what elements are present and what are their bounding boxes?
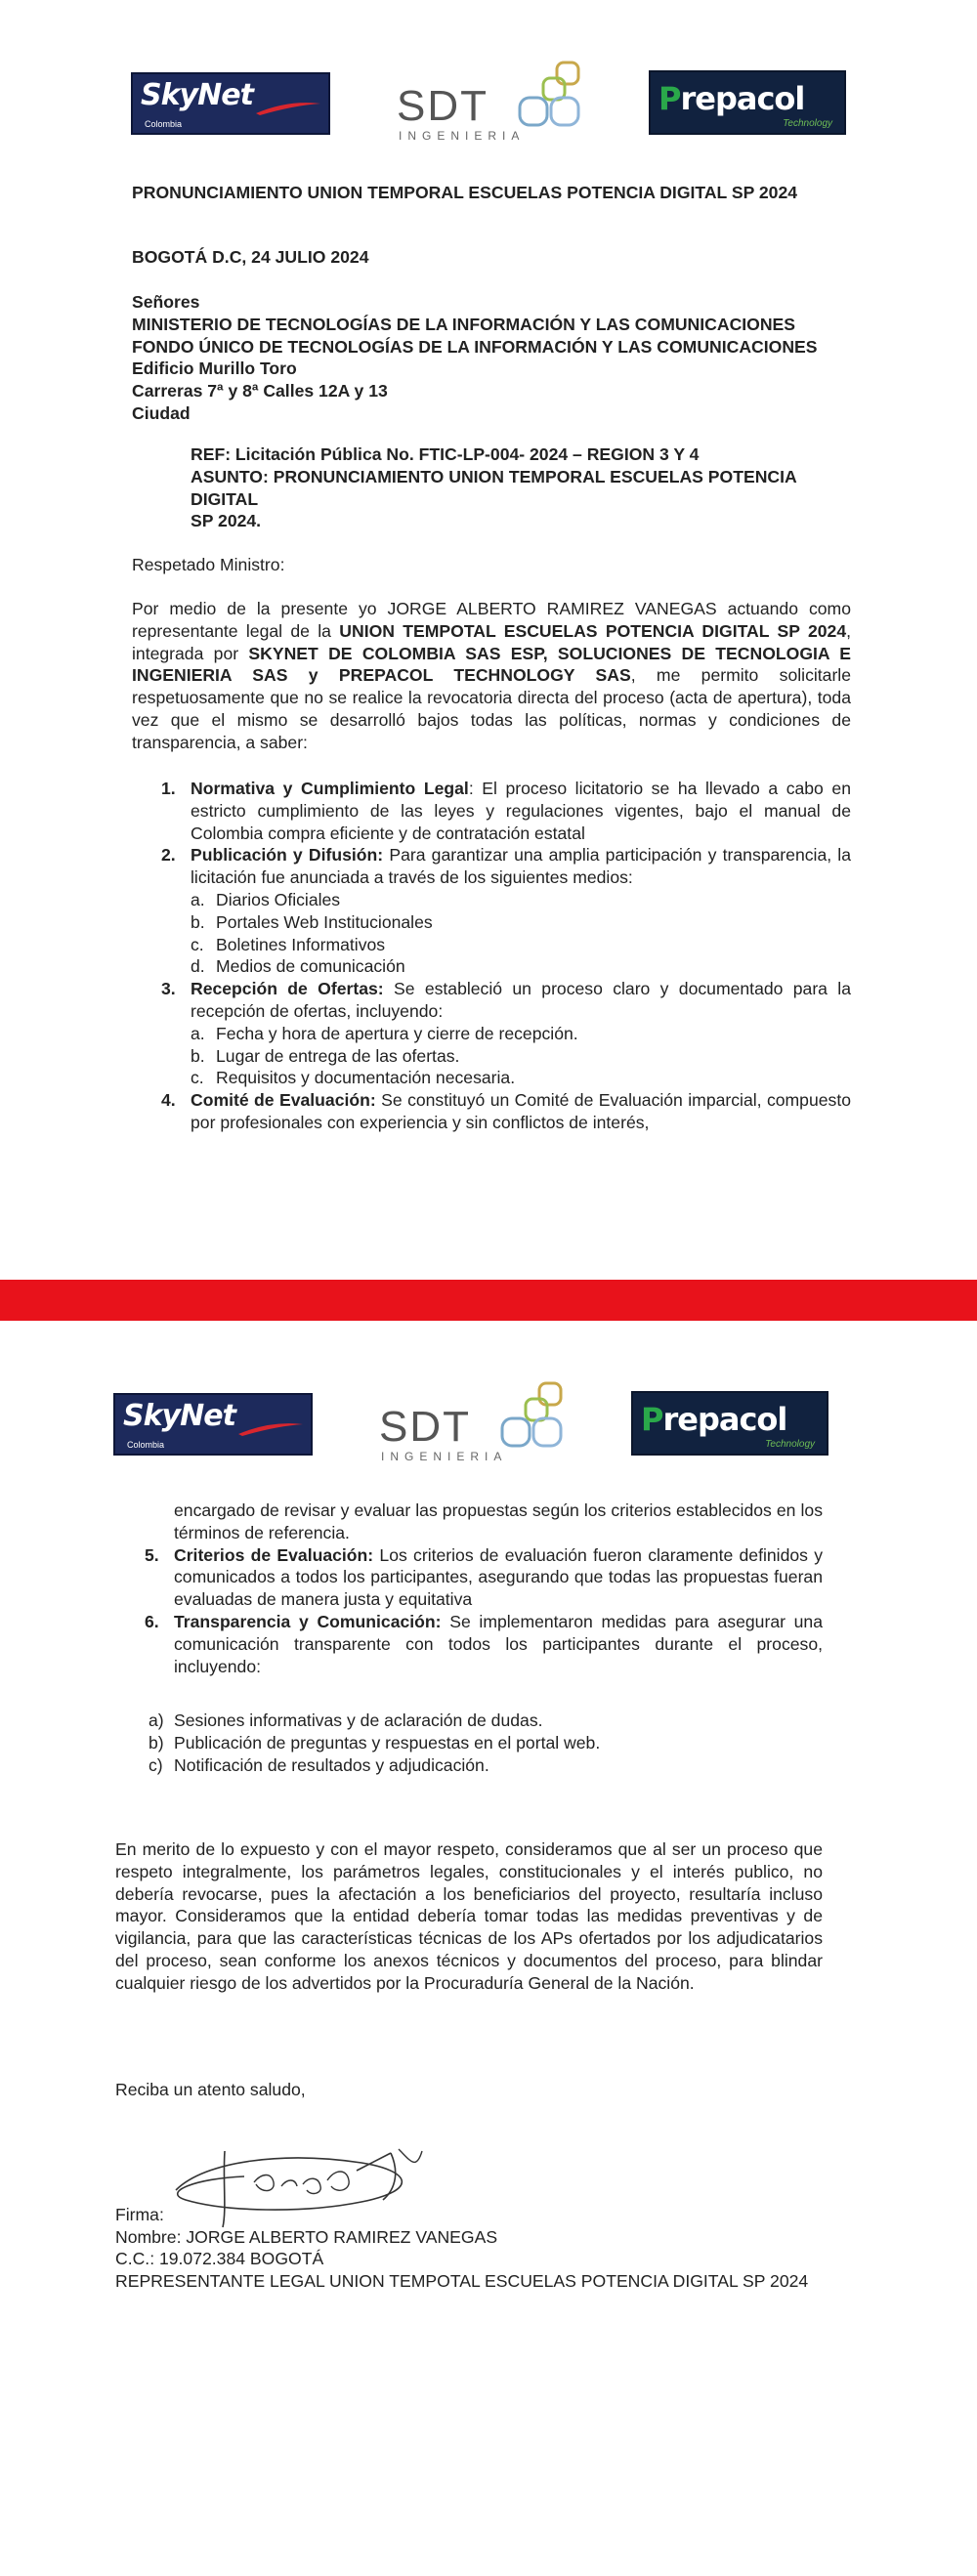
item-title: Comité de Evaluación: xyxy=(191,1090,376,1111)
signature-label: Firma: xyxy=(115,2205,164,2224)
criteria-list xyxy=(161,778,852,1134)
sub-item-text: Fecha y hora de apertura y cierre de recepción. xyxy=(216,1023,578,1043)
item-title: Publicación y Difusión: xyxy=(191,845,384,866)
sub-item-text: Boletines Informativos xyxy=(216,934,386,954)
item-number: 3. xyxy=(161,979,176,999)
sub-item-text: Notificación de resultados y adjudicación. xyxy=(174,1754,489,1775)
document-page-1 xyxy=(0,0,977,1280)
list-item xyxy=(161,844,851,978)
sdt-logo-word: SDT xyxy=(379,1403,471,1451)
intro-entity: UNION TEMPOTAL ESCUELAS POTENCIA DIGITAL SP 2024 xyxy=(339,620,847,641)
header-logos xyxy=(131,61,848,143)
skynet-logo xyxy=(113,1393,313,1456)
sub-item-letter: a) xyxy=(149,1710,164,1730)
prepacol-logo xyxy=(649,70,846,135)
header-logos xyxy=(113,1381,830,1463)
sub-item xyxy=(149,1710,823,1732)
sub-item-text: Publicación de preguntas y respuestas en el portal web. xyxy=(174,1732,601,1753)
prepacol-logo-p: P xyxy=(658,80,681,117)
intro-text: , integrada por xyxy=(132,620,851,663)
sub-item-letter: b. xyxy=(191,911,205,932)
item-text: Se estableció un proceso claro y documentado para la recepción de ofertas, incluyendo: xyxy=(191,979,851,1021)
list-item xyxy=(161,978,851,1089)
sdt-logo-sub: INGENIERIA xyxy=(381,1450,508,1463)
sub-item-letter: c. xyxy=(191,1068,204,1088)
prepacol-logo-rest: repacol xyxy=(680,80,805,117)
recipient-block xyxy=(132,291,874,425)
prepacol-logo-word xyxy=(658,80,804,117)
intro-text: , me permito solicitarle respetuosamente que no se realice la revocatoria directa del proceso (acta de apertura), toda vez que el mismo se desarrolló bajos todas las políticas, normas y condiciones de transparencia, a saber: xyxy=(132,665,851,752)
sub-item-letter: a. xyxy=(191,889,205,909)
recipient-line: MINISTERIO DE TECNOLOGÍAS DE LA INFORMACIÓN Y LAS COMUNICACIONES xyxy=(132,314,796,334)
reference-block xyxy=(191,443,855,532)
prepacol-logo xyxy=(631,1391,828,1456)
sub-item xyxy=(191,1023,851,1045)
sdt-logo-word: SDT xyxy=(397,82,488,130)
sub-item xyxy=(191,889,851,911)
prepacol-logo-sub: Technology xyxy=(765,1439,815,1450)
recipient-line: Carreras 7ª y 8ª Calles 12A y 13 xyxy=(132,381,388,401)
sub-item-letter: c) xyxy=(149,1754,163,1775)
sub-list-6 xyxy=(149,1710,823,1776)
closing-paragraph: En merito de lo expuesto y con el mayor respeto, consideramos que al ser un proceso que respeto integralmente, los parámetros legales, constitucionales y el interés publico, no debería revocarse, pues la afectación a los beneficiarios del proyecto, resultaría incluso mayor. Consideramos que la entidad debería tomar todas las medidas preventivas y de vigilancia, para que las características técnicas de los APs ofertados por los adjudicatarios del proceso, sean conforme los anexos técnicos y documentos del proceso, para blindar cualquier riesgo de los advertidos por la Procuraduría General de la Nación. xyxy=(115,1839,823,1993)
item-text: Para garantizar una amplia participación y transparencia, la licitación fue anunciada a través de los siguientes medios: xyxy=(191,845,851,888)
list-item xyxy=(145,1611,823,1677)
intro-text: Por medio de la presente yo JORGE ALBERTO RAMIREZ VANEGAS actuando como representante legal de la xyxy=(132,599,851,641)
sub-item xyxy=(191,1045,851,1068)
sdt-logo xyxy=(379,1381,574,1463)
signer-role: REPRESENTANTE LEGAL UNION TEMPOTAL ESCUELAS POTENCIA DIGITAL SP 2024 xyxy=(115,2270,809,2291)
sub-item-letter: b) xyxy=(149,1732,164,1753)
signer-name: Nombre: JORGE ALBERTO RAMIREZ VANEGAS xyxy=(115,2226,498,2247)
sub-item-letter: a. xyxy=(191,1023,205,1043)
item-text: Se implementaron medidas para asegurar una comunicación transparente con todos los participantes durante el proceso, incluyendo: xyxy=(174,1611,823,1676)
recipient-line: FONDO ÚNICO DE TECNOLOGÍAS DE LA INFORMACIÓN Y LAS COMUNICACIONES xyxy=(132,336,818,357)
subject-line: ASUNTO: PRONUNCIAMIENTO UNION TEMPORAL ESCUELAS POTENCIA DIGITAL xyxy=(191,466,797,509)
salutation: Reciba un atento saludo, xyxy=(115,2080,306,2099)
item-title: Criterios de Evaluación: xyxy=(174,1544,374,1565)
recipient-line: Ciudad xyxy=(132,402,191,423)
sdt-logo-sub: INGENIERIA xyxy=(399,129,526,143)
item-text: Los criterios de evaluación fueron claramente definidos y comunicados a todos los participantes, asegurando que todas las propuestas fueran evaluadas de manera justa y equitativa xyxy=(174,1544,823,1610)
sub-item-letter: c. xyxy=(191,934,204,954)
item-number: 6. xyxy=(145,1611,159,1631)
skynet-logo-word: SkyNet xyxy=(141,78,253,112)
skynet-logo-sub: Colombia xyxy=(127,1440,165,1450)
sub-item xyxy=(191,911,851,934)
intro-paragraph xyxy=(132,598,851,754)
sub-item-letter: b. xyxy=(191,1045,205,1066)
item-title: Recepción de Ofertas: xyxy=(191,979,384,999)
item-text: Se constituyó un Comité de Evaluación imparcial, compuesto por profesionales con experiencia y sin conflictos de interés, xyxy=(191,1090,852,1132)
skynet-logo-sub: Colombia xyxy=(145,119,183,129)
sub-item xyxy=(191,955,851,978)
item-number: 1. xyxy=(161,779,176,798)
signature-block xyxy=(115,2204,897,2292)
prepacol-logo-word xyxy=(641,1401,786,1438)
reference-line: REF: Licitación Pública No. FTIC-LP-004- 2024 – REGION 3 Y 4 xyxy=(191,444,700,464)
list-item xyxy=(145,1544,823,1611)
item-number: 5. xyxy=(145,1544,159,1565)
subject-line-cont: SP 2024. xyxy=(191,511,262,531)
page-separator xyxy=(0,1280,977,1321)
skynet-logo xyxy=(131,72,330,135)
document-title: PRONUNCIAMIENTO UNION TEMPORAL ESCUELAS POTENCIA DIGITAL SP 2024 xyxy=(132,183,798,202)
list-item xyxy=(161,1089,852,1134)
sub-item xyxy=(191,1067,851,1089)
criteria-list-cont xyxy=(145,1499,823,1677)
item-title: Transparencia y Comunicación: xyxy=(174,1611,442,1631)
item-number: 2. xyxy=(161,845,176,866)
prepacol-logo-sub: Technology xyxy=(783,118,832,129)
signer-id: C.C.: 19.072.384 BOGOTÁ xyxy=(115,2249,324,2268)
sub-item xyxy=(149,1754,823,1777)
greeting: Respetado Ministro: xyxy=(132,555,285,574)
sub-item xyxy=(191,934,851,956)
skynet-swoosh-icon xyxy=(254,98,322,117)
sub-item-text: Diarios Oficiales xyxy=(216,889,341,909)
skynet-logo-word: SkyNet xyxy=(123,1399,235,1433)
intro-members: SKYNET DE COLOMBIA SAS ESP, SOLUCIONES DE TECNOLOGIA E INGENIERIA SAS y PREPACOL TECHNOLOGY SAS xyxy=(132,643,851,686)
item-title: Normativa y Cumplimiento Legal xyxy=(191,779,469,798)
sdt-circles-icon xyxy=(488,1381,576,1450)
skynet-swoosh-icon xyxy=(236,1418,305,1438)
sub-item-text: Medios de comunicación xyxy=(216,956,405,977)
item-continuation: encargado de revisar y evaluar las propuestas según los criterios establecidos en los términos de referencia. xyxy=(174,1500,823,1542)
item-text: : El proceso licitatorio se ha llevado a cabo en estricto cumplimiento de las leyes y regulaciones vigentes, bajo el manual de Colombia compra eficiente y de contratación estatal xyxy=(191,779,851,843)
sdt-circles-icon xyxy=(506,61,594,129)
item-number: 4. xyxy=(161,1090,176,1111)
sub-item-letter: d. xyxy=(191,956,205,977)
list-item xyxy=(161,778,851,844)
sdt-logo xyxy=(397,61,592,143)
sub-item-text: Lugar de entrega de las ofertas. xyxy=(216,1045,460,1066)
recipient-line: Señores xyxy=(132,292,200,312)
document-date: BOGOTÁ D.C, 24 JULIO 2024 xyxy=(132,247,369,267)
prepacol-logo-rest: repacol xyxy=(662,1401,787,1438)
sub-list xyxy=(191,1023,851,1089)
sub-item-text: Sesiones informativas y de aclaración de dudas. xyxy=(174,1710,543,1730)
prepacol-logo-p: P xyxy=(641,1401,663,1438)
sub-item xyxy=(149,1732,823,1754)
sub-item-text: Portales Web Institucionales xyxy=(216,911,433,932)
sub-item-text: Requisitos y documentación necesaria. xyxy=(216,1068,516,1088)
sub-list xyxy=(191,889,851,978)
recipient-line: Edificio Murillo Toro xyxy=(132,359,297,379)
